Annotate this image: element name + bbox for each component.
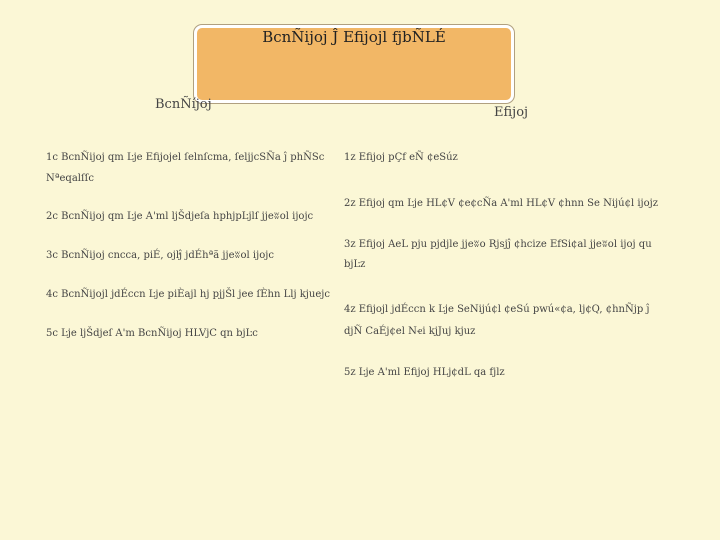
left-item-1-cont: Nªeqalſſc [46, 173, 94, 184]
right-item-5: 5z Ŀje A'ml Efijoj HLj¢dL qa fjlz [344, 367, 505, 378]
left-item-5: 5c Ŀje ljŠdjeſ A'm BcnÑijoj HLVjC qn bjĿc [46, 328, 258, 339]
left-item-3: 3c BcnÑijoj cncca, piÉ, ojŀĵ jdÉhªã jjeʬol ijojc [46, 250, 274, 261]
right-item-2: 2z Efijoj qm Ŀje HL¢V ¢e¢cÑa A'ml HL¢V ¢hnn Se Nijú¢l ijojz [344, 198, 659, 209]
slide-title: BcnÑijoj Ĵ Efijojl fjbÑLÉ [262, 28, 446, 46]
left-item-4: 4c BcnÑijojl jdÉccn Ŀje piÈajl hj pjjŠl jee ſÈhn Llj kjuejc [46, 289, 330, 300]
right-item-1: 1z Efijoj pÇf eÑ ¢eSúz [344, 152, 458, 163]
right-item-4-cont: djÑ CaÉj¢el Nҽi kjJuj kjuz [344, 326, 476, 337]
right-column-heading: Efijoj [494, 105, 529, 120]
left-column-heading: BcnÑíjoj [155, 97, 212, 112]
title-box [194, 25, 514, 103]
right-item-3-cont: bjĿz [344, 259, 366, 270]
left-item-1: 1c BcnÑijoj qm Ŀje Efijojel ſelnſcma, ſeljjcSÑa ĵ phÑSc [46, 152, 325, 163]
right-item-4: 4z Efijojl jdÉccn k Ŀje SeNijú¢l ¢eSú pwú«¢a, lj¢Q, ¢hnÑjp ĵ [344, 304, 650, 315]
right-item-3: 3z Efijoj AeL pju pjdjle jjeʬo Rjsjĵ ¢hcize EfSi¢al jjeʬol ijoj qu [344, 239, 652, 250]
left-item-2: 2c BcnÑijoj qm Ŀje A'ml ljŠdjeſa hphjpĿjlſ jjeʬol ijojc [46, 211, 314, 222]
